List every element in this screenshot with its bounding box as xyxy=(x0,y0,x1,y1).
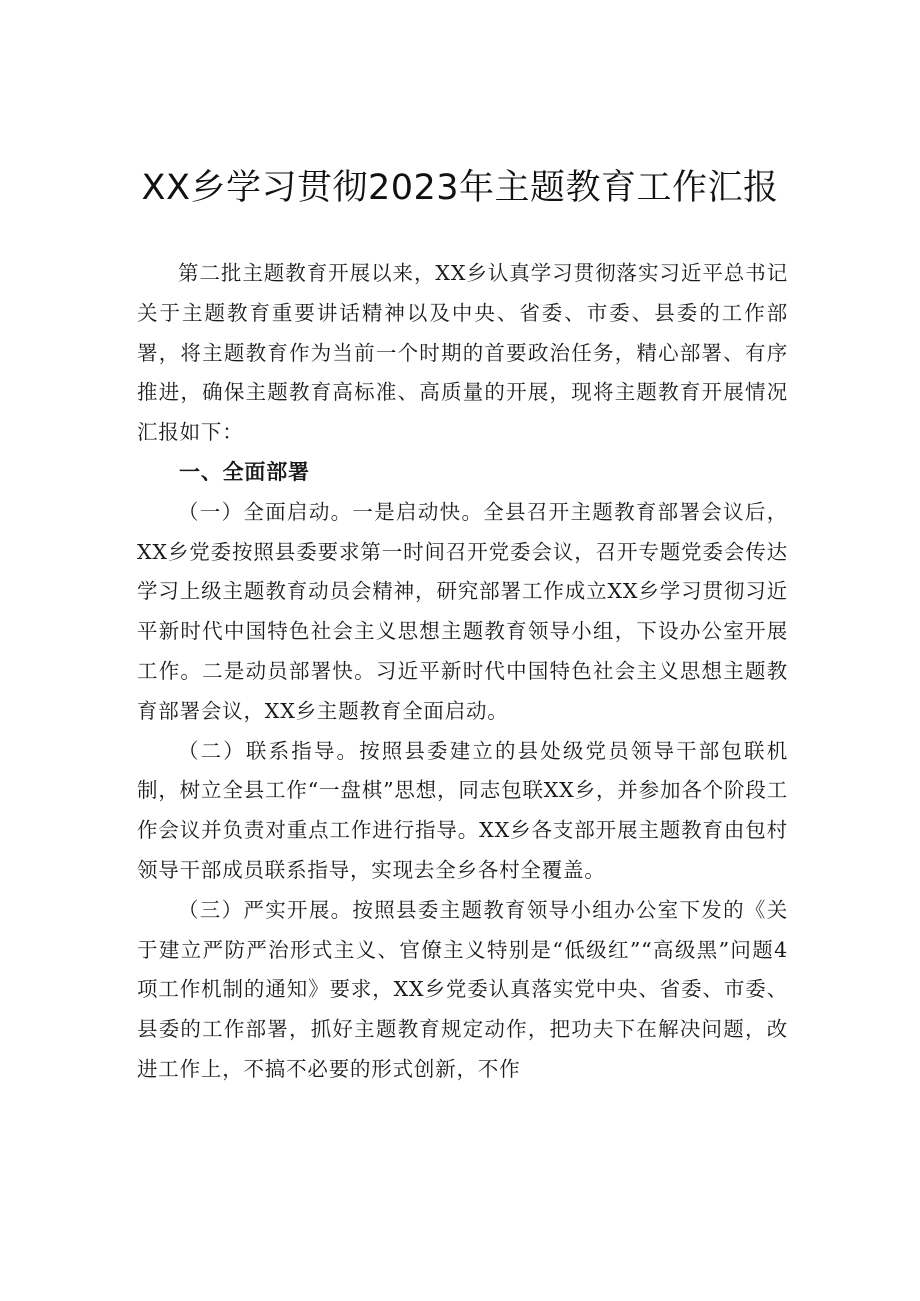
intro-paragraph: 第二批主题教育开展以来，XX乡认真学习贯彻落实习近平总书记关于主题教育重要讲话精神以及中央、省委、市委、县委的工作部署，将主题教育作为当前一个时期的首要政治任务，精心部署、有序推进，确保主题教育高标准、高质量的开展，现将主题教育开展情况汇报如下： xyxy=(137,261,788,445)
document-body xyxy=(137,254,788,1090)
paragraph-launch: （一）全面启动。一是启动快。全县召开主题教育部署会议后，XX乡党委按照县委要求第一时间召开党委会议，召开专题党委会传达学习上级主题教育动员会精神，研究部署工作成立XX乡学习贯彻习近平新时代中国特色社会主义思想主题教育领导小组，下设办公室开展工作。二是动员部署快。习近平新时代中国特色社会主义思想主题教育部署会议，XX乡主题教育全面启动。 xyxy=(137,499,788,723)
paragraph-guidance: （二）联系指导。按照县委建立的县处级党员领导干部包联机制，树立全县工作“一盘棋”思想，同志包联XX乡，并参加各个阶段工作会议并负责对重点工作进行指导。XX乡各支部开展主题教育由包村领导干部成员联系指导，实现去全乡各村全覆盖。 xyxy=(137,738,788,882)
document-title: XX乡学习贯彻2023年主题教育工作汇报 xyxy=(141,168,779,208)
section-heading: 一、全面部署 xyxy=(179,459,310,484)
paragraph-implementation: （三）严实开展。按照县委主题教育领导小组办公室下发的《关于建立严防严治形式主义、官僚主义特别是“低级红”“高级黑”问题4项工作机制的通知》要求，XX乡党委认真落实党中央、省委、市委、县委的工作部署，抓好主题教育规定动作，把功夫下在解决问题，改进工作上，不搞不必要的形式创新，不作 xyxy=(137,897,788,1081)
